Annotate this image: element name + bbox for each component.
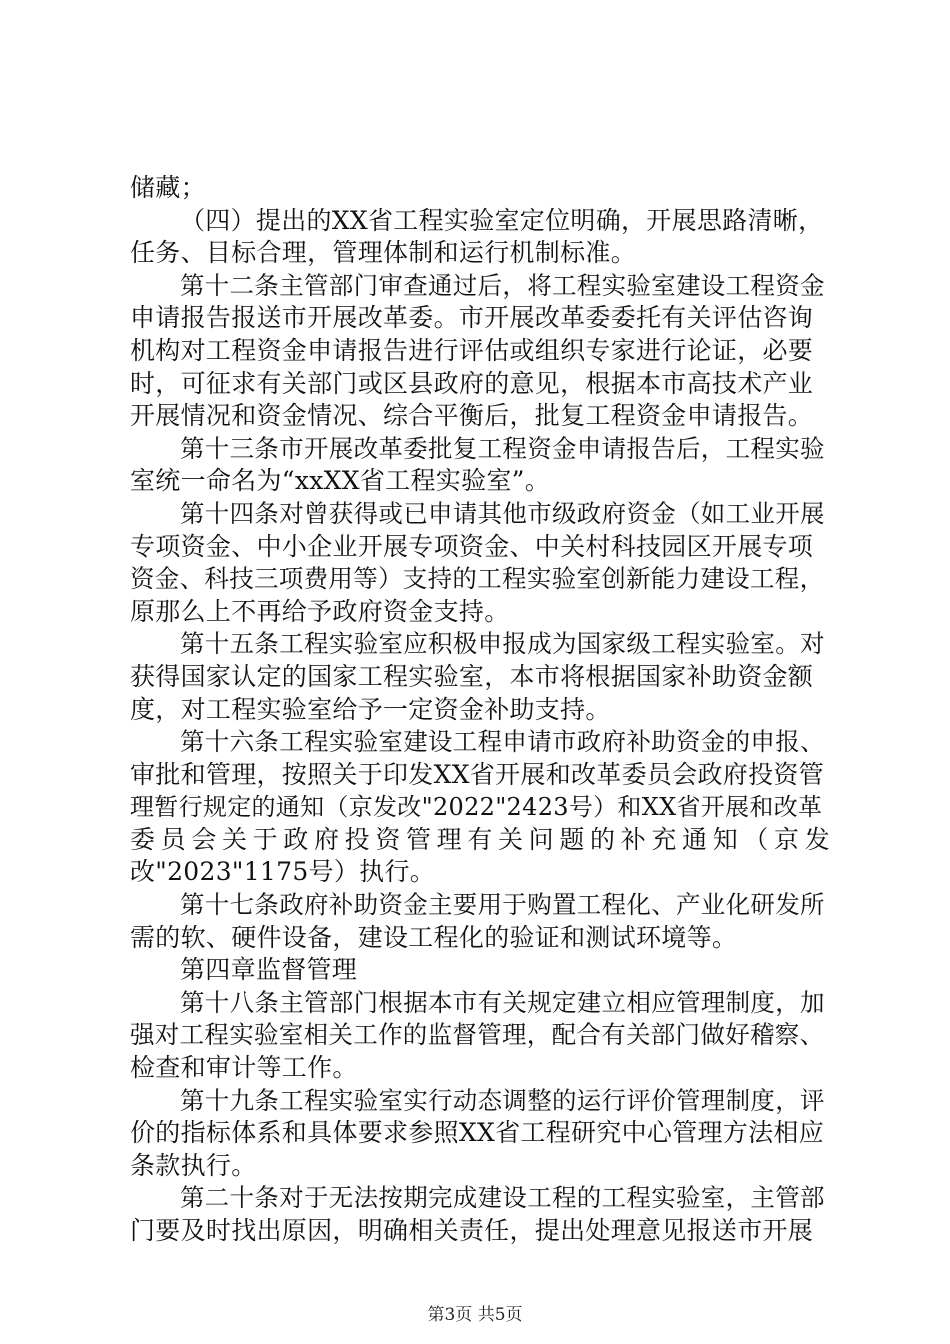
text-line: （四）提出的XX省工程实验室定位明确，开展思路清晰， xyxy=(180,205,824,235)
text-line: 第十六条工程实验室建设工程申请市政府补助资金的申报、 xyxy=(180,727,825,757)
document-body xyxy=(130,172,830,1248)
text-line: 第十四条对曾获得或已申请其他市级政府资金（如工业开展 xyxy=(180,498,825,528)
text-line: 开展情况和资金情况、综合平衡后，批复工程资金申请报告。 xyxy=(130,401,814,431)
text-line: 资金、科技三项费用等）支持的工程实验室创新能力建设工程， xyxy=(130,564,825,594)
text-line: 专项资金、中小企业开展专项资金、中关村科技园区开展专项 xyxy=(130,531,814,561)
text-line: 任务、目标合理，管理体制和运行机制标准。 xyxy=(130,238,637,268)
text-line: 第十九条工程实验室实行动态调整的运行评价管理制度，评 xyxy=(180,1085,825,1115)
text-line: 条款执行。 xyxy=(130,1150,257,1180)
text-line: 度，对工程实验室给予一定资金补助支持。 xyxy=(130,694,611,724)
text-line: 第二十条对于无法按期完成建设工程的工程实验室，主管部 xyxy=(180,1183,825,1213)
text-line: 第十五条工程实验室应积极申报成为国家级工程实验室。对 xyxy=(180,629,825,659)
text-line: 第十二条主管部门审查通过后，将工程实验室建设工程资金 xyxy=(180,270,825,300)
text-line: 申请报告报送市开展改革委。市开展改革委委托有关评估咨询 xyxy=(130,303,814,333)
text-line: 委员会关于政府投资管理有关问题的补充通知（京发 xyxy=(130,824,830,854)
text-line: 门要及时找出原因，明确相关责任，提出处理意见报送市开展 xyxy=(130,1216,814,1245)
page-number: 第3页 共5页 xyxy=(427,1305,523,1325)
text-line: 第十八条主管部门根据本市有关规定建立相应管理制度，加 xyxy=(180,987,825,1017)
text-line: 强对工程实验室相关工作的监督管理，配合有关部门做好稽察、 xyxy=(130,1020,825,1050)
text-line: 室统一命名为“xxXX省工程实验室”。 xyxy=(130,466,551,496)
text-line: 储藏； xyxy=(130,173,206,202)
text-line: 原那么上不再给予政府资金支持。 xyxy=(130,596,510,626)
text-line: 检查和审计等工作。 xyxy=(130,1053,358,1083)
text-line: 审批和管理，按照关于印发XX省开展和改革委员会政府投资管 xyxy=(130,759,824,789)
text-line: 改"2023"1175号）执行。 xyxy=(130,857,436,887)
chapter-heading: 第四章监督管理 xyxy=(180,955,358,985)
text-line: 理暂行规定的通知（京发改"2022"2423号）和XX省开展和改革 xyxy=(130,793,823,822)
text-line: 时，可征求有关部门或区县政府的意见，根据本市高技术产业 xyxy=(130,368,814,398)
page-footer xyxy=(0,1300,950,1325)
text-line: 第十三条市开展改革委批复工程资金申请报告后，工程实验 xyxy=(180,433,825,463)
text-line: 获得国家认定的国家工程实验室，本市将根据国家补助资金额 xyxy=(130,661,814,691)
text-line: 机构对工程资金申请报告进行评估或组织专家进行论证，必要 xyxy=(130,335,814,365)
text-line: 价的指标体系和具体要求参照XX省工程研究中心管理方法相应 xyxy=(130,1118,824,1148)
text-line: 第十七条政府补助资金主要用于购置工程化、产业化研发所 xyxy=(180,890,825,920)
text-line: 需的软、硬件设备，建设工程化的验证和测试环境等。 xyxy=(130,922,738,952)
